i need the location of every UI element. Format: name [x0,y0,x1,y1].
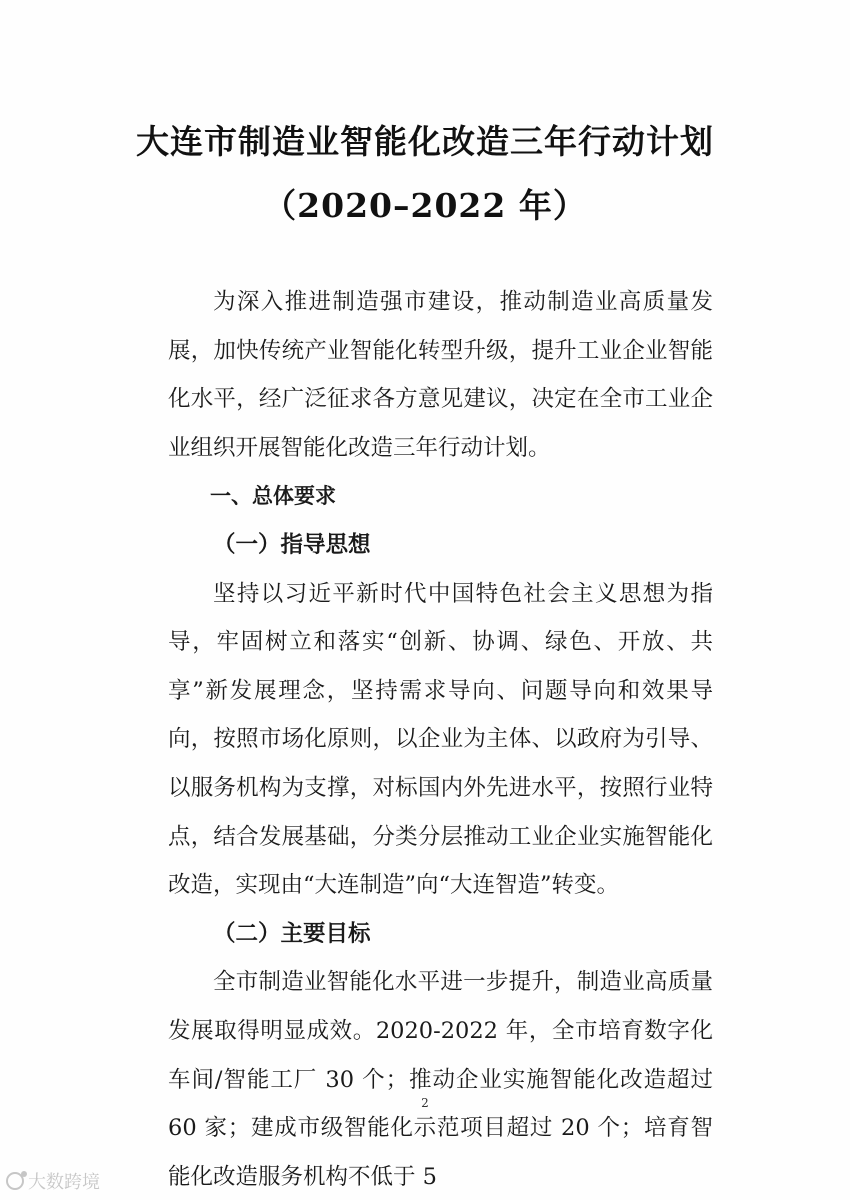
document-title: 大连市制造业智能化改造三年行动计划 [136,122,714,161]
intro-paragraph: 为深入推进制造强市建设，推动制造业高质量发展，加快传统产业智能化转型升级，提升工业企业智能化水平，经广泛征求各方意见建议，决定在全市工业企业组织开展智能化改造三年行动计划。 [168,289,713,461]
section-heading-general-requirements: 一、总体要求 [210,484,336,509]
watermark-text: 大数跨境 [28,1172,100,1193]
subsection-heading-guiding-ideology: （一）指导思想 [213,531,371,558]
document-subtitle-years: （2020–2022 年） [263,186,587,225]
guiding-ideology-paragraph: 坚持以习近平新时代中国特色社会主义思想为指导，牢固树立和落实“创新、协调、绿色、开放、共享”新发展理念，坚持需求导向、问题导向和效果导向，按照市场化原则，以企业为主体、以政府为引导、以服务机构为支撑，对标国内外先进水平，按照行业特点，结合发展基础，分类分层推动工业企业实施智能化改造，实现由“大连制造”向“大连智造”转变。 [168,580,713,899]
page-number: 2 [421,1096,429,1110]
main-goals-paragraph: 全市制造业智能化水平进一步提升，制造业高质量发展取得明显成效。2020-2022 年，全市培育数字化车间/智能工厂 30 个；推动企业实施智能化改造超过 60 家；建成市级智能化示范项目超过 20 个；培育智能化改造服务机构不低于 5 [168,969,713,1190]
watermark [6,1168,100,1194]
document-body [168,278,713,1201]
subsection-heading-main-goals: （二）主要目标 [213,920,371,947]
camera-logo-icon [6,1172,24,1190]
